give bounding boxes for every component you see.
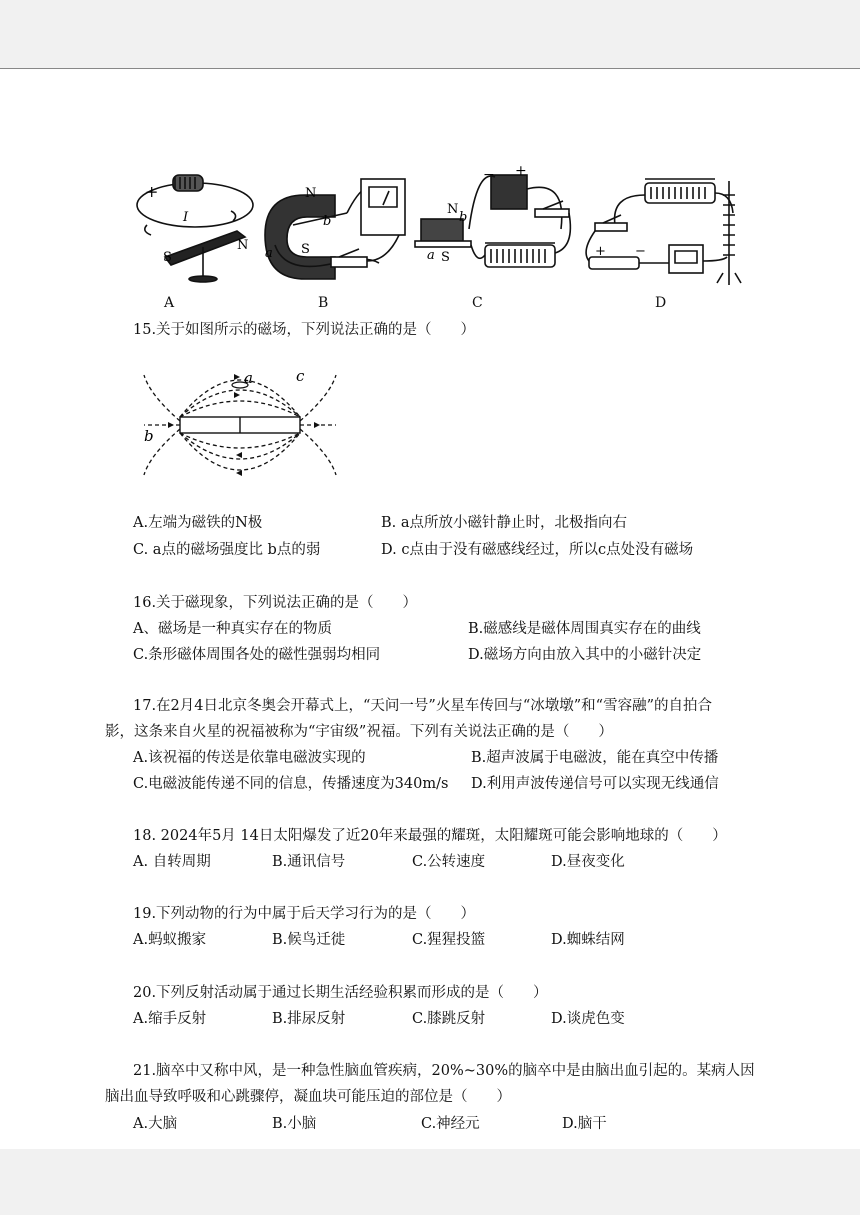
q16-option-a: A、磁场是一种真实存在的物质 [133, 621, 332, 637]
panel-a-plus: + [145, 182, 159, 201]
q17-option-d: D.利用声波传递信号可以实现无线通信 [471, 776, 719, 792]
q15-option-b: B. a点所放小磁针静止时，北极指向右 [381, 515, 628, 531]
q15-option-a: A.左端为磁铁的N极 [133, 515, 263, 531]
q19-option-b: B.候鸟迁徙 [272, 932, 346, 948]
panel-label-c: C [472, 295, 483, 311]
panel-d-drawing [586, 179, 741, 285]
panel-c-south: S [441, 250, 450, 265]
q19-option-a: A.蚂蚁搬家 [133, 932, 207, 948]
panel-b-north: N [305, 186, 317, 201]
q17-stem-line2: 影，这条来自火星的祝福被称为“宇宙级”祝福。下列有关说法正确的是（ ） [105, 724, 613, 740]
q15-label-c: c [296, 367, 305, 385]
q17-option-b: B.超声波属于电磁波，能在真空中传播 [471, 750, 719, 766]
q17-stem-line1: 17.在2月4日北京冬奥会开幕式上，“天问一号”火星车传回与“冰墩墩”和“雪容融”的自拍合 [133, 698, 712, 714]
q17-option-a: A.该祝福的传送是依靠电磁波实现的 [133, 750, 366, 766]
panel-b-a: a [265, 246, 273, 261]
q20-option-d: D.谈虎色变 [551, 1011, 625, 1027]
q20-option-a: A.缩手反射 [133, 1011, 207, 1027]
q21-option-b: B.小脑 [272, 1116, 317, 1132]
panel-a-south: S [163, 250, 172, 265]
q18-option-c: C.公转速度 [412, 854, 486, 870]
q16-option-d: D.磁场方向由放入其中的小磁针决定 [468, 647, 702, 663]
q21-option-d: D.脑干 [562, 1116, 607, 1132]
panel-c-b: b [459, 210, 468, 225]
q18-option-a: A. 自转周期 [133, 854, 211, 870]
panel-d-minus: − [635, 244, 646, 259]
panel-label-a: A [164, 295, 175, 311]
panel-b-drawing [265, 179, 405, 279]
q20-option-b: B.排尿反射 [272, 1011, 346, 1027]
panel-c-plus: + [515, 165, 527, 179]
q20-stem: 20.下列反射活动属于通过长期生活经验积累而形成的是（ ） [133, 985, 548, 1001]
panel-label-d: D [655, 295, 667, 311]
panel-c-north: N [447, 202, 459, 217]
panel-a-current: I [183, 210, 189, 225]
q16-option-c: C.条形磁体周围各处的磁性强弱均相同 [133, 647, 381, 663]
panel-c-drawing [415, 175, 570, 267]
q21-option-c: C.神经元 [421, 1116, 480, 1132]
q18-option-b: B.通讯信号 [272, 854, 346, 870]
electromagnetism-apparatus-figure [125, 165, 775, 315]
panel-c-a: a [427, 248, 435, 263]
q17-option-c: C.电磁波能传递不同的信息，传播速度为340m/s [133, 776, 449, 792]
q20-option-c: C.膝跳反射 [412, 1011, 486, 1027]
panel-a-north: N [237, 238, 249, 253]
q15-label-a: a [244, 369, 253, 387]
q15-option-c: C. a点的磁场强度比 b点的弱 [133, 542, 321, 558]
q15-option-d: D. c点由于没有磁感线经过，所以c点处没有磁场 [381, 542, 694, 558]
q21-stem-line1: 21.脑卒中又称中风，是一种急性脑血管疾病，20%~30%的脑卒中是由脑出血引起的。某病人因 [133, 1063, 755, 1079]
bar-magnet-field-figure [140, 355, 340, 495]
q16-stem: 16.关于磁现象，下列说法正确的是（ ） [133, 595, 418, 611]
q18-stem: 18. 2024年5月 14日太阳爆发了近20年来最强的耀斑，太阳耀斑可能会影响地球的（ ） [133, 828, 727, 844]
panel-b-south: S [301, 242, 310, 257]
q19-option-d: D.蜘蛛结网 [551, 932, 625, 948]
q19-option-c: C.猩猩投篮 [412, 932, 486, 948]
panel-d-plus: + [595, 244, 606, 259]
q15-label-b: b [144, 427, 154, 445]
panel-b-b: b [323, 214, 332, 229]
panel-c-minus: − [483, 167, 495, 183]
panel-label-b: B [318, 295, 329, 311]
q16-option-b: B.磁感线是磁体周围真实存在的曲线 [468, 621, 701, 637]
q19-stem: 19.下列动物的行为中属于后天学习行为的是（ ） [133, 906, 476, 922]
q21-stem-line2: 脑出血导致呼吸和心跳骤停，凝血块可能压迫的部位是（ ） [105, 1089, 511, 1105]
q15-stem: 15.关于如图所示的磁场，下列说法正确的是（ ） [133, 322, 476, 338]
q21-option-a: A.大脑 [133, 1116, 178, 1132]
q18-option-d: D.昼夜变化 [551, 854, 625, 870]
